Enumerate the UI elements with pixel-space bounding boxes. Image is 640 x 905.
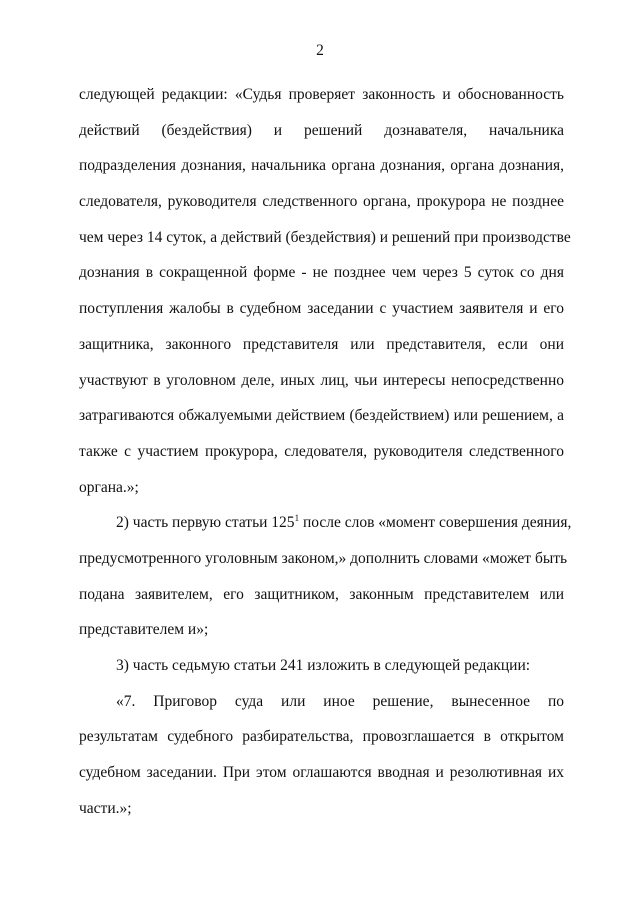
text-line: чем через 14 суток, а действий (бездействия) и решений при производстве bbox=[79, 228, 571, 246]
text-line: подразделения дознания, начальника органа дознания, органа дознания, bbox=[79, 157, 564, 175]
text-line: подана заявителем, его защитником, законным представителем или bbox=[79, 585, 564, 603]
text-line: результатам судебного разбирательства, провозглашается в открытом bbox=[79, 728, 564, 746]
text-line: «7. Приговор суда или иное решение, вынесенное по bbox=[116, 692, 564, 710]
document-body bbox=[79, 77, 572, 826]
text-line: части.»; bbox=[79, 799, 132, 817]
text-fragment: 2) часть первую статьи 125 bbox=[116, 514, 295, 532]
text-line: предусмотренного уголовным законом,» дополнить словами «может быть bbox=[79, 549, 568, 567]
text-line: затрагиваются обжалуемыми действием (бездействием) или решением, а bbox=[79, 407, 564, 425]
text-line: судебном заседании. При этом оглашаются вводная и резолютивная их bbox=[79, 764, 564, 782]
text-line: следователя, руководителя следственного органа, прокурора не позднее bbox=[79, 193, 564, 211]
text-fragment: после слов «момент совершения деяния, bbox=[299, 514, 572, 532]
text-line: участвуют в уголовном деле, иных лиц, чьи интересы непосредственно bbox=[79, 371, 564, 389]
text-line: также с участием прокурора, следователя, руководителя следственного bbox=[79, 442, 564, 460]
text-line: 3) часть седьмую статьи 241 изложить в следующей редакции: bbox=[116, 657, 531, 674]
text-line-with-superscript bbox=[79, 505, 572, 541]
text-line: органа.»; bbox=[79, 478, 139, 496]
text-line: дознания в сокращенной форме - не позднее чем через 5 суток со дня bbox=[79, 264, 564, 282]
text-line: действий (бездействия) и решений дознавателя, начальника bbox=[79, 121, 564, 139]
text-line: следующей редакции: «Судья проверяет законность и обоснованность bbox=[79, 86, 564, 103]
page-number: 2 bbox=[316, 42, 324, 59]
text-line: представителем и»; bbox=[79, 621, 209, 639]
text-line: защитника, законного представителя или представителя, если они bbox=[79, 335, 564, 353]
article-superscript: 1 bbox=[294, 513, 300, 524]
text-line: поступления жалобы в судебном заседании с участием заявителя и его bbox=[79, 300, 564, 318]
